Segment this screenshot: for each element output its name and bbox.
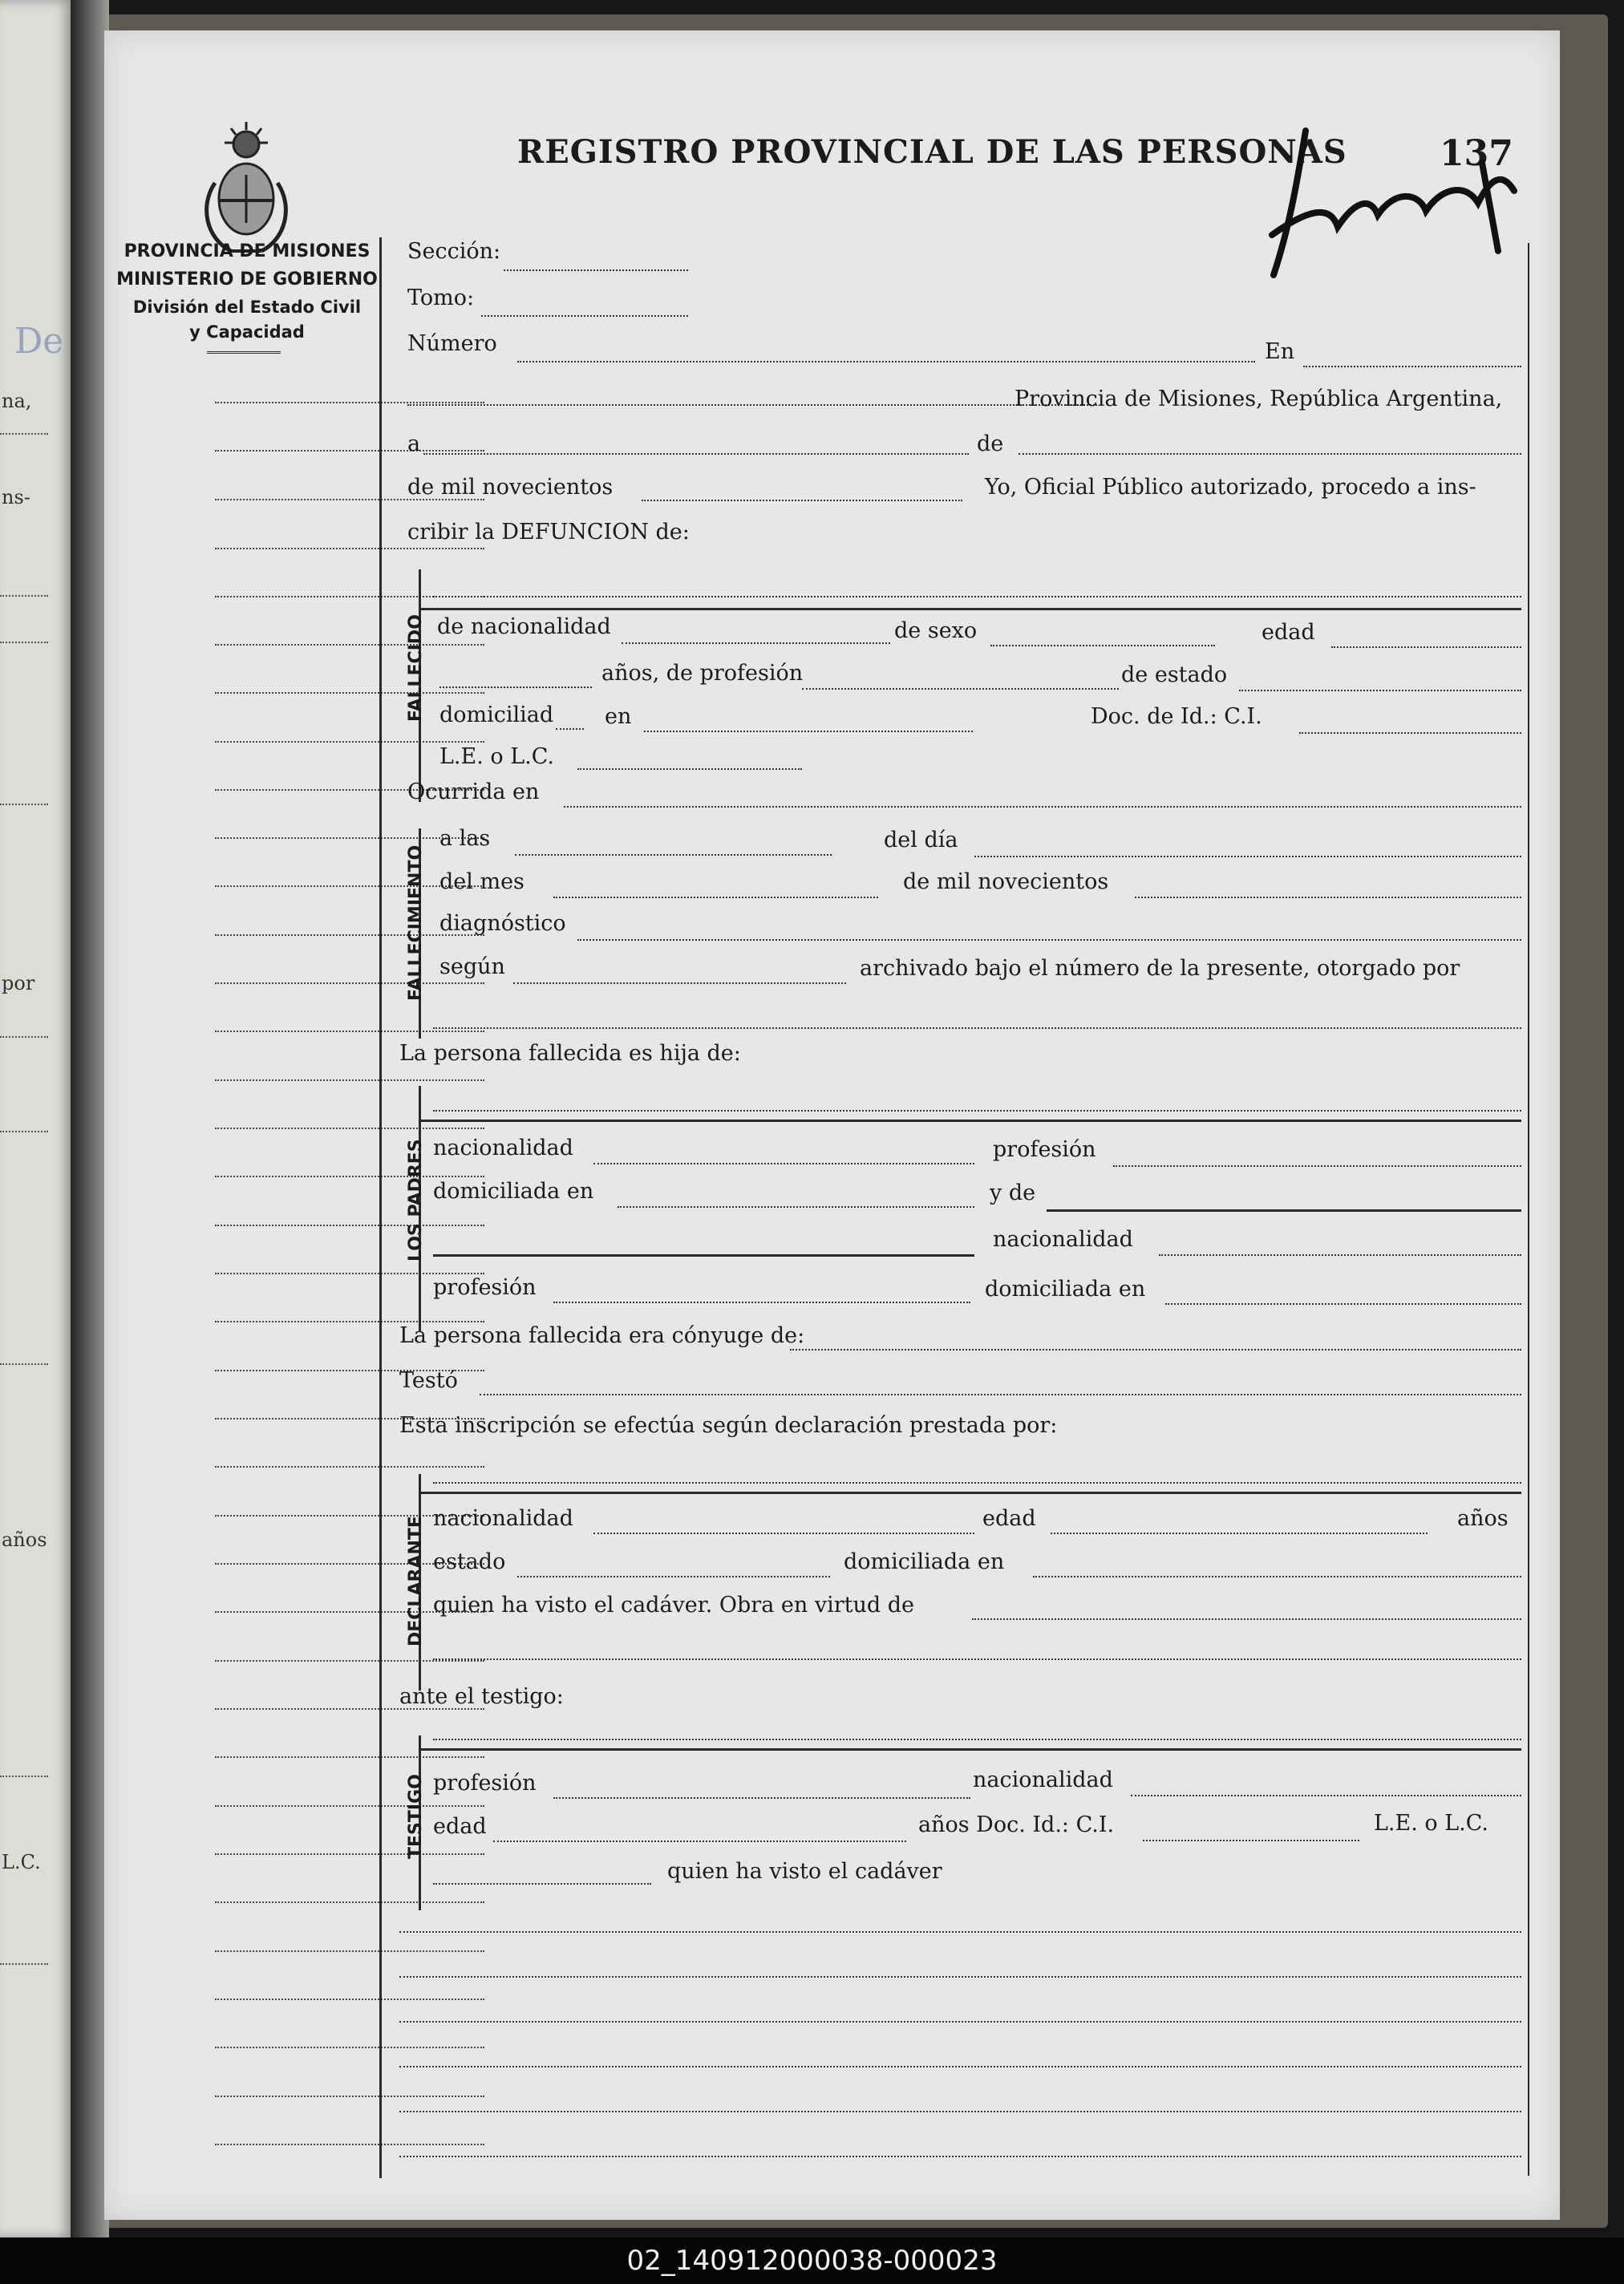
image-id-footer: 02_140912000038-000023	[0, 2237, 1624, 2284]
margin-line	[215, 1853, 484, 1855]
field-profesion-padre[interactable]	[1113, 1165, 1521, 1167]
label-provincia: Provincia de Misiones, República Argentina,	[1014, 387, 1503, 411]
observation-line[interactable]	[399, 2156, 1521, 2157]
observation-line[interactable]	[399, 2021, 1521, 2023]
margin-line	[215, 2047, 484, 2048]
label-de-mil: de mil novecientos	[407, 475, 614, 500]
field-le-lc[interactable]	[577, 768, 802, 770]
section-top-line	[419, 608, 1521, 610]
field-segun[interactable]	[513, 982, 846, 984]
field-anio[interactable]	[642, 500, 962, 501]
issuer-underline	[207, 351, 281, 354]
margin-line	[215, 741, 484, 743]
label-a: a	[407, 431, 421, 456]
field-estado[interactable]	[1239, 690, 1521, 691]
label-estado-declarante: estado	[433, 1549, 506, 1574]
field-diagnostico[interactable]	[577, 939, 1521, 941]
field-domicilio-declarante[interactable]	[1033, 1576, 1521, 1577]
label-domiciliad: domiciliad	[439, 703, 554, 727]
field-nombre-declarante[interactable]	[433, 1482, 1521, 1484]
issuer-division: División del Estado Civil	[132, 298, 362, 317]
margin-line	[215, 548, 484, 549]
margin-line	[215, 1466, 484, 1468]
field-edad[interactable]	[1331, 646, 1521, 648]
field-anio-fallecimiento[interactable]	[1135, 897, 1521, 898]
label-hija-de: La persona fallecida es hija de:	[399, 1041, 741, 1066]
field-nombre-fallecido[interactable]	[433, 596, 1521, 597]
field-nacionalidad[interactable]	[622, 642, 890, 644]
issuer-ministry: MINISTERIO DE GOBIERNO	[116, 269, 378, 290]
label-inscribir: cribir la DEFUNCION de:	[407, 520, 690, 545]
margin-line	[215, 1176, 484, 1177]
prev-page-line	[0, 1036, 48, 1038]
label-numero: Número	[407, 331, 497, 356]
field-estado-declarante[interactable]	[517, 1576, 830, 1577]
field-nacionalidad-madre[interactable]	[1159, 1254, 1521, 1256]
section-label-padres: LOS PADRES	[406, 1139, 426, 1261]
margin-line	[215, 1321, 484, 1322]
field-nacionalidad-declarante[interactable]	[593, 1533, 974, 1534]
margin-line	[215, 1273, 484, 1274]
label-quien-declarante: quien ha visto el cadáver. Obra en virtud de	[433, 1593, 915, 1618]
label-edad: edad	[1262, 620, 1315, 645]
label-quien-testigo: quien ha visto el cadáver	[667, 1859, 942, 1884]
field-domicilio-madre[interactable]	[1165, 1303, 1521, 1305]
field-nacionalidad-padre[interactable]	[593, 1163, 974, 1164]
margin-line	[215, 692, 484, 694]
label-del-dia: del día	[884, 828, 958, 852]
label-nacionalidad-testigo: nacionalidad	[973, 1768, 1113, 1792]
field-en[interactable]	[1303, 366, 1521, 367]
margin-line	[215, 450, 484, 452]
margin-line	[215, 1079, 484, 1081]
field-nombre-testigo[interactable]	[433, 1739, 1521, 1740]
section-label-fallecido: FALLECIDO	[406, 614, 426, 722]
label-profesion-testigo: profesión	[433, 1771, 537, 1796]
label-y-de: y de	[990, 1180, 1036, 1205]
section-top-line	[419, 1492, 1521, 1494]
prev-page-fragment: L.C.	[2, 1851, 41, 1873]
register-page	[104, 30, 1560, 2220]
margin-line	[215, 1950, 484, 1952]
label-profesion-padre: profesión	[993, 1137, 1096, 1162]
prev-page-line	[0, 1963, 48, 1965]
field-virtud-de-cont[interactable]	[433, 1658, 1521, 1660]
observation-line[interactable]	[399, 1931, 1521, 1933]
field-anos[interactable]	[439, 686, 592, 688]
label-anos-doc-testigo: años Doc. Id.: C.I.	[918, 1812, 1115, 1837]
label-inscripcion: Esta inscripción se efectúa según declaración prestada por:	[399, 1413, 1058, 1438]
field-profesion-testigo[interactable]	[553, 1797, 970, 1799]
label-seccion: Sección:	[407, 239, 501, 264]
label-domiciliada-padre: domiciliada en	[433, 1179, 594, 1204]
prev-page-line	[0, 595, 48, 597]
field-ci-testigo[interactable]	[1143, 1840, 1359, 1841]
field-a[interactable]	[423, 453, 969, 455]
signature-mark	[1257, 115, 1522, 283]
section-top-line	[419, 1120, 1521, 1122]
field-numero[interactable]	[517, 361, 1255, 362]
field-conyuge[interactable]	[790, 1349, 1521, 1351]
label-diagnostico: diagnóstico	[439, 911, 566, 936]
section-label-fallecimiento: FALLECIMIENTO	[406, 844, 426, 1001]
margin-line	[215, 644, 484, 646]
field-testo[interactable]	[480, 1394, 1521, 1395]
field-profesion-madre[interactable]	[553, 1302, 970, 1303]
margin-line	[215, 1660, 484, 1662]
margin-line	[215, 1756, 484, 1758]
label-anos-declarante: años	[1457, 1506, 1509, 1531]
field-sexo[interactable]	[990, 645, 1215, 646]
field-le-lc-testigo[interactable]	[433, 1883, 651, 1885]
label-de-mil: de mil novecientos	[903, 869, 1109, 894]
label-a-las: a las	[439, 826, 491, 851]
observation-line[interactable]	[399, 1976, 1521, 1978]
margin-line	[215, 1128, 484, 1129]
prev-page-fragment: De	[14, 321, 64, 362]
prev-page-line	[0, 433, 48, 435]
prev-page-line	[0, 642, 48, 643]
label-domiciliada-madre: domiciliada en	[985, 1277, 1146, 1302]
margin-rule	[379, 237, 382, 2178]
label-edad-declarante: edad	[982, 1506, 1036, 1531]
section-label-declarante: DECLARANTE	[406, 1516, 426, 1646]
section-top-line	[419, 1748, 1521, 1751]
label-nacionalidad-padre: nacionalidad	[433, 1136, 573, 1160]
issuer-province: PROVINCIA DE MISIONES	[124, 241, 371, 261]
label-edad-testigo: edad	[433, 1814, 487, 1839]
field-nombre-madre-cont[interactable]	[433, 1254, 974, 1257]
label-le-lc: L.E. o L.C.	[439, 744, 555, 769]
observation-line[interactable]	[399, 2066, 1521, 2067]
label-en: En	[1265, 339, 1295, 364]
label-de: de	[977, 431, 1004, 456]
coat-of-arms-icon	[199, 111, 294, 263]
field-de[interactable]	[1019, 453, 1521, 455]
margin-line	[215, 402, 484, 403]
field-hora[interactable]	[515, 854, 832, 856]
field-lugar[interactable]	[407, 404, 1097, 406]
margin-line	[215, 2096, 484, 2097]
page-title: REGISTRO PROVINCIAL DE LAS PERSONAS	[517, 133, 1347, 171]
label-doc-id: Doc. de Id.: C.I.	[1091, 704, 1262, 729]
label-del-mes: del mes	[439, 869, 524, 894]
field-seccion[interactable]	[504, 269, 688, 271]
prev-page-fragment: ns-	[2, 486, 30, 508]
label-segun: según	[439, 954, 505, 979]
observation-line[interactable]	[399, 2111, 1521, 2112]
label-nacionalidad-madre: nacionalidad	[993, 1227, 1133, 1252]
margin-line	[215, 1805, 484, 1807]
field-edad-testigo[interactable]	[493, 1841, 906, 1842]
margin-line	[215, 1225, 484, 1226]
label-de-estado: de estado	[1121, 662, 1228, 687]
field-nombre-padre[interactable]	[433, 1110, 1521, 1112]
label-nacionalidad-declarante: nacionalidad	[433, 1506, 573, 1531]
label-en: en	[605, 704, 632, 729]
field-nacionalidad-testigo[interactable]	[1131, 1795, 1521, 1796]
field-nombre-madre[interactable]	[1047, 1209, 1521, 1212]
book-gutter	[71, 0, 109, 2237]
field-domicilio[interactable]	[644, 731, 973, 732]
label-ante-testigo: ante el testigo:	[399, 1684, 564, 1709]
margin-line	[215, 2144, 484, 2145]
margin-line	[215, 1901, 484, 1903]
label-profesion-madre: profesión	[433, 1275, 537, 1300]
label-ocurrida-en: Ocurrida en	[407, 780, 540, 804]
field-profesion[interactable]	[802, 688, 1119, 690]
field-mes[interactable]	[553, 897, 878, 898]
field-virtud-de[interactable]	[972, 1618, 1521, 1620]
margin-line	[215, 982, 484, 984]
margin-line	[215, 1998, 484, 2000]
prev-page-line	[0, 1776, 48, 1777]
label-conyuge: La persona fallecida era cónyuge de:	[399, 1323, 805, 1348]
prev-page-fragment: na,	[2, 390, 32, 412]
field-otorgado-por[interactable]	[433, 1027, 1521, 1029]
label-archivado: archivado bajo el número de la presente, otorgado por	[860, 956, 1460, 981]
issuer-capacity: y Capacidad	[189, 322, 305, 342]
prev-page-line	[0, 1363, 48, 1365]
margin-line	[215, 1031, 484, 1032]
section-label-testigo: TESTIGO	[406, 1774, 426, 1859]
label-testo: Testó	[399, 1368, 458, 1393]
prev-page-fragment: años	[2, 1529, 47, 1551]
prev-page-line	[0, 1131, 48, 1132]
field-domicilio-padre[interactable]	[618, 1206, 974, 1208]
field-domiciliad-sufijo[interactable]	[556, 728, 584, 730]
field-edad-declarante[interactable]	[1051, 1533, 1428, 1534]
label-yo: Yo, Oficial Público autorizado, procedo a ins-	[985, 475, 1476, 500]
previous-page-edge	[0, 0, 74, 2237]
field-ci[interactable]	[1299, 732, 1521, 734]
page-number: 137	[1440, 133, 1513, 174]
label-le-lc-testigo: L.E. o L.C.	[1374, 1811, 1489, 1836]
label-anos-profesion: años, de profesión	[601, 661, 804, 686]
right-rule	[1528, 243, 1529, 2176]
label-domiciliada-declarante: domiciliada en	[844, 1549, 1005, 1574]
label-de-sexo: de sexo	[894, 618, 978, 643]
prev-page-line	[0, 804, 48, 805]
field-tomo[interactable]	[481, 315, 688, 317]
label-de-nacionalidad: de nacionalidad	[437, 614, 611, 639]
prev-page-fragment: por	[2, 972, 35, 994]
field-ocurrida-en[interactable]	[564, 806, 1521, 808]
field-dia[interactable]	[974, 856, 1521, 857]
label-tomo: Tomo:	[407, 286, 475, 310]
